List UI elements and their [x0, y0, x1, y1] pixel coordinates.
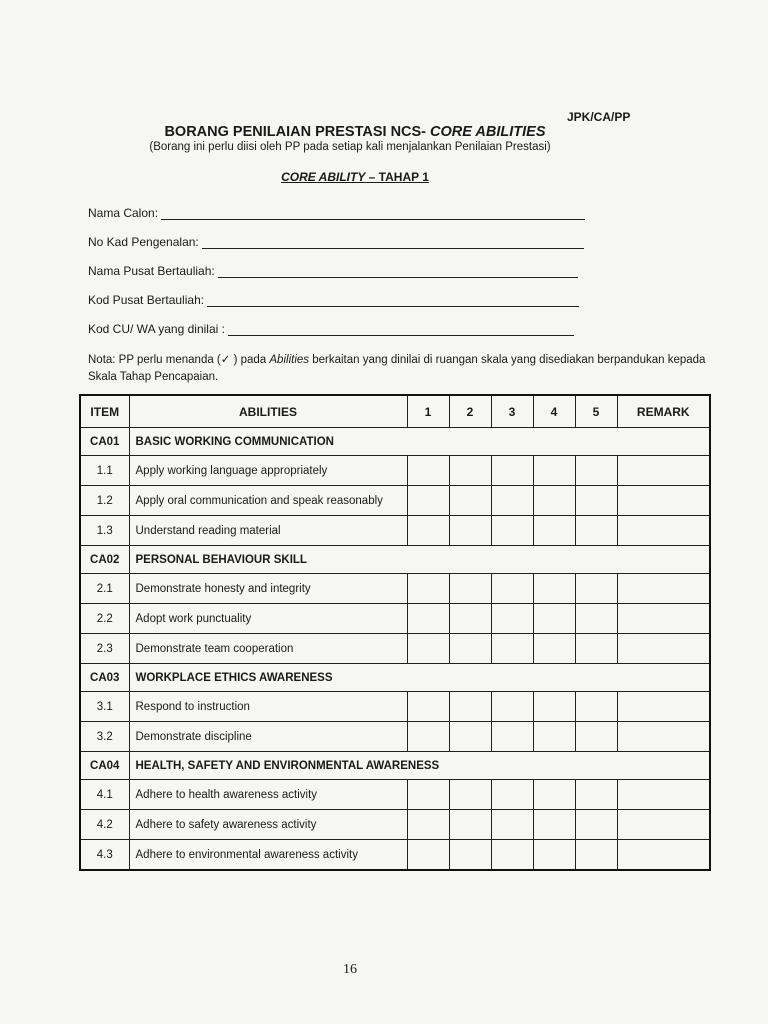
item-number: 1.2	[80, 486, 129, 516]
scale-cell-2[interactable]	[449, 722, 491, 752]
remark-cell[interactable]	[617, 604, 710, 634]
scale-cell-5[interactable]	[575, 692, 617, 722]
scale-cell-4[interactable]	[533, 722, 575, 752]
note-text-after: berkaitan yang dinilai di ruangan skala yang disediakan berpandukan kepada Skala Tahap Pencapaian.	[88, 354, 706, 383]
table-row	[80, 634, 710, 664]
category-row-ca02	[80, 546, 710, 574]
remark-cell[interactable]	[617, 840, 710, 871]
assessment-table	[79, 394, 711, 871]
remark-cell[interactable]	[617, 692, 710, 722]
scale-cell-4[interactable]	[533, 810, 575, 840]
scale-cell-4[interactable]	[533, 692, 575, 722]
header-abilities: ABILITIES	[129, 395, 407, 428]
scale-cell-3[interactable]	[491, 486, 533, 516]
form-title	[0, 124, 710, 140]
scale-cell-4[interactable]	[533, 604, 575, 634]
table-row	[80, 722, 710, 752]
header-scale-5: 5	[575, 395, 617, 428]
scale-cell-4[interactable]	[533, 516, 575, 546]
scale-cell-5[interactable]	[575, 840, 617, 871]
scale-cell-1[interactable]	[407, 604, 449, 634]
remark-cell[interactable]	[617, 780, 710, 810]
scale-cell-4[interactable]	[533, 486, 575, 516]
fill-line[interactable]	[202, 237, 584, 249]
scale-cell-1[interactable]	[407, 516, 449, 546]
item-number: 1.3	[80, 516, 129, 546]
fill-line[interactable]	[161, 208, 585, 220]
scale-cell-5[interactable]	[575, 516, 617, 546]
stage-heading-italic: CORE ABILITY	[281, 170, 366, 184]
scale-cell-1[interactable]	[407, 840, 449, 871]
remark-cell[interactable]	[617, 516, 710, 546]
table-header-row	[80, 395, 710, 428]
scale-cell-5[interactable]	[575, 486, 617, 516]
scale-cell-3[interactable]	[491, 810, 533, 840]
ability-text: Adhere to safety awareness activity	[129, 810, 407, 840]
table-row	[80, 692, 710, 722]
scale-cell-3[interactable]	[491, 604, 533, 634]
category-code: CA04	[80, 752, 129, 780]
category-code: CA02	[80, 546, 129, 574]
ability-text: Respond to instruction	[129, 692, 407, 722]
ability-text: Understand reading material	[129, 516, 407, 546]
fill-line[interactable]	[218, 266, 578, 278]
field-label: Kod Pusat Bertauliah:	[88, 293, 205, 307]
scale-cell-3[interactable]	[491, 840, 533, 871]
scale-cell-5[interactable]	[575, 574, 617, 604]
field-kod-pusat-bertauliah[interactable]	[88, 293, 579, 307]
field-label: Nama Pusat Bertauliah:	[88, 264, 215, 278]
category-title: HEALTH, SAFETY AND ENVIRONMENTAL AWARENESS	[129, 752, 710, 780]
remark-cell[interactable]	[617, 722, 710, 752]
category-row-ca03	[80, 664, 710, 692]
scale-cell-2[interactable]	[449, 810, 491, 840]
field-label: Nama Calon:	[88, 206, 159, 220]
scale-cell-3[interactable]	[491, 456, 533, 486]
scale-cell-1[interactable]	[407, 574, 449, 604]
ability-text: Adhere to environmental awareness activity	[129, 840, 407, 871]
item-number: 3.2	[80, 722, 129, 752]
scale-cell-2[interactable]	[449, 516, 491, 546]
scale-cell-3[interactable]	[491, 780, 533, 810]
fill-line[interactable]	[228, 324, 574, 336]
scale-cell-1[interactable]	[407, 486, 449, 516]
field-label: Kod CU/ WA yang dinilai :	[88, 322, 225, 336]
scale-cell-4[interactable]	[533, 634, 575, 664]
category-row-ca04	[80, 752, 710, 780]
scale-cell-3[interactable]	[491, 722, 533, 752]
scale-cell-2[interactable]	[449, 780, 491, 810]
scale-cell-4[interactable]	[533, 456, 575, 486]
remark-cell[interactable]	[617, 486, 710, 516]
scale-cell-2[interactable]	[449, 840, 491, 871]
table-row	[80, 486, 710, 516]
item-number: 4.2	[80, 810, 129, 840]
scale-cell-2[interactable]	[449, 486, 491, 516]
scale-cell-3[interactable]	[491, 574, 533, 604]
note-text-italic: Abilities	[269, 354, 310, 366]
item-number: 4.3	[80, 840, 129, 871]
stage-heading	[0, 170, 710, 184]
table-row	[80, 810, 710, 840]
scale-cell-5[interactable]	[575, 456, 617, 486]
stage-heading-rest: – TAHAP 1	[365, 170, 429, 184]
scale-cell-5[interactable]	[575, 722, 617, 752]
remark-cell[interactable]	[617, 810, 710, 840]
remark-cell[interactable]	[617, 574, 710, 604]
table-row	[80, 840, 710, 871]
scale-cell-2[interactable]	[449, 456, 491, 486]
table-row	[80, 574, 710, 604]
ability-text: Demonstrate honesty and integrity	[129, 574, 407, 604]
table-row	[80, 780, 710, 810]
scale-cell-1[interactable]	[407, 692, 449, 722]
page-number: 16	[343, 962, 357, 977]
ability-text: Adopt work punctuality	[129, 604, 407, 634]
scale-cell-4[interactable]	[533, 574, 575, 604]
header-scale-2: 2	[449, 395, 491, 428]
category-title: WORKPLACE ETHICS AWARENESS	[129, 664, 710, 692]
scale-cell-1[interactable]	[407, 722, 449, 752]
scale-cell-2[interactable]	[449, 604, 491, 634]
item-number: 2.2	[80, 604, 129, 634]
scale-cell-4[interactable]	[533, 840, 575, 871]
remark-cell[interactable]	[617, 634, 710, 664]
table-row	[80, 516, 710, 546]
field-nama-calon[interactable]	[88, 206, 585, 220]
header-scale-4: 4	[533, 395, 575, 428]
instruction-note	[88, 352, 708, 386]
category-row-ca01	[80, 428, 710, 456]
scale-cell-2[interactable]	[449, 692, 491, 722]
scale-cell-5[interactable]	[575, 810, 617, 840]
ability-text: Apply oral communication and speak reasonably	[129, 486, 407, 516]
scale-cell-4[interactable]	[533, 780, 575, 810]
field-label: No Kad Pengenalan:	[88, 235, 199, 249]
scale-cell-1[interactable]	[407, 456, 449, 486]
scale-cell-5[interactable]	[575, 634, 617, 664]
scale-cell-1[interactable]	[407, 634, 449, 664]
note-text-before: Nota: PP perlu menanda (✓ ) pada	[88, 354, 270, 366]
scale-cell-2[interactable]	[449, 574, 491, 604]
category-code: CA01	[80, 428, 129, 456]
item-number: 3.1	[80, 692, 129, 722]
field-nama-pusat-bertauliah[interactable]	[88, 264, 578, 278]
table-row	[80, 604, 710, 634]
category-code: CA03	[80, 664, 129, 692]
header-item: ITEM	[80, 395, 129, 428]
form-title-main: BORANG PENILAIAN PRESTASI NCS-	[164, 124, 431, 140]
form-title-italic: CORE ABILITIES	[430, 124, 546, 140]
scale-cell-5[interactable]	[575, 780, 617, 810]
header-scale-1: 1	[407, 395, 449, 428]
ability-text: Apply working language appropriately	[129, 456, 407, 486]
category-title: BASIC WORKING COMMUNICATION	[129, 428, 710, 456]
header-remark: REMARK	[617, 395, 710, 428]
category-title: PERSONAL BEHAVIOUR SKILL	[129, 546, 710, 574]
item-number: 1.1	[80, 456, 129, 486]
scale-cell-2[interactable]	[449, 634, 491, 664]
field-kod-cu-wa[interactable]	[88, 322, 574, 336]
scale-cell-1[interactable]	[407, 780, 449, 810]
ability-text: Demonstrate team cooperation	[129, 634, 407, 664]
ability-text: Demonstrate discipline	[129, 722, 407, 752]
field-no-kad-pengenalan[interactable]	[88, 235, 584, 249]
table-row	[80, 456, 710, 486]
form-subtitle: (Borang ini perlu diisi oleh PP pada setiap kali menjalankan Penilaian Prestasi)	[149, 141, 551, 153]
remark-cell[interactable]	[617, 456, 710, 486]
item-number: 4.1	[80, 780, 129, 810]
ability-text: Adhere to health awareness activity	[129, 780, 407, 810]
scale-cell-5[interactable]	[575, 604, 617, 634]
scale-cell-3[interactable]	[491, 692, 533, 722]
item-number: 2.3	[80, 634, 129, 664]
scale-cell-3[interactable]	[491, 634, 533, 664]
form-code: JPK/CA/PP	[567, 110, 631, 124]
scale-cell-3[interactable]	[491, 516, 533, 546]
item-number: 2.1	[80, 574, 129, 604]
header-scale-3: 3	[491, 395, 533, 428]
scale-cell-1[interactable]	[407, 810, 449, 840]
fill-line[interactable]	[207, 295, 579, 307]
